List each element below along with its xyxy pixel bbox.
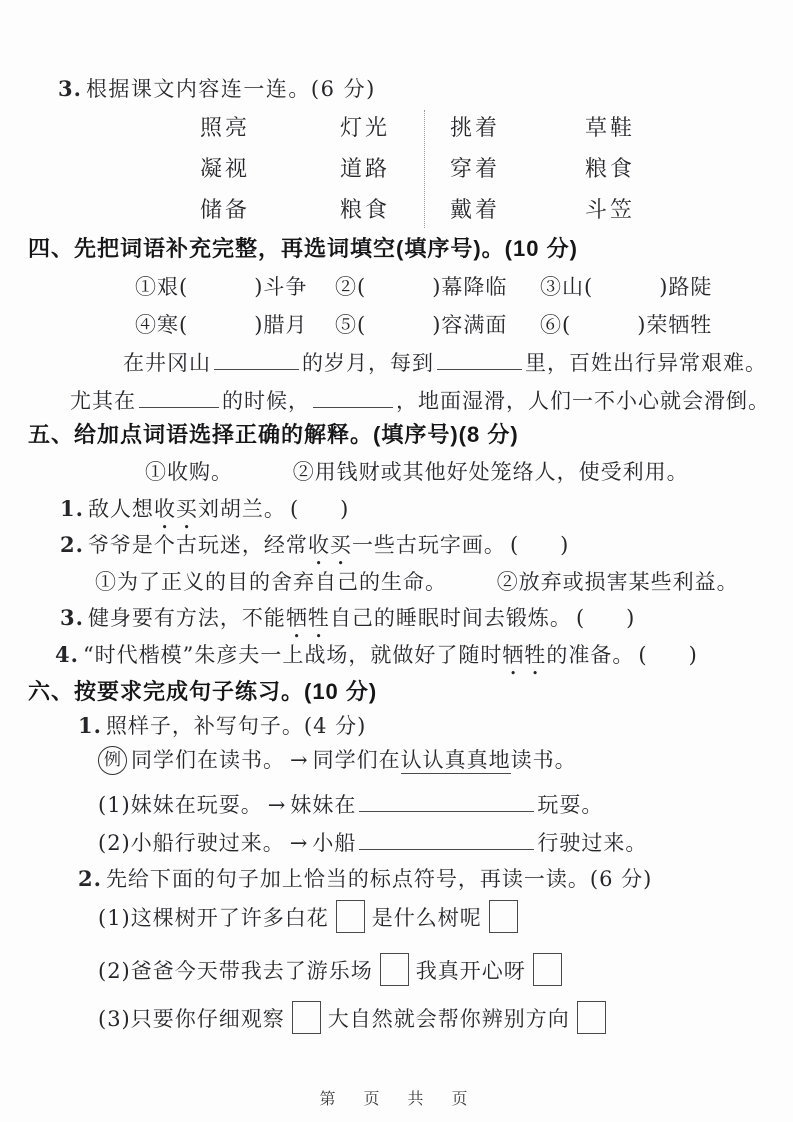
definition-option[interactable]: ①收购。 [145, 460, 233, 484]
example-badge: 例 [98, 746, 127, 775]
match-col-right-1 [450, 108, 500, 231]
word-completion-item[interactable]: ①艰( )斗争 [135, 275, 308, 299]
match-word[interactable]: 草鞋 [585, 116, 636, 141]
match-word[interactable]: 照亮 [200, 116, 251, 141]
match-word[interactable]: 挑着 [450, 116, 501, 141]
arrow-icon: → [267, 793, 286, 817]
q5-item-1 [60, 494, 348, 534]
q5-item-4 [55, 640, 697, 680]
dotted-word: 收买 [307, 533, 352, 557]
match-col-left-2 [340, 108, 390, 231]
dotted-word: 牺牲 [285, 606, 330, 630]
definition-option[interactable]: ②放弃或损害某些利益。 [496, 570, 739, 594]
item-number: 3. [60, 605, 84, 630]
sentence-text: 玩耍。 [537, 793, 604, 817]
match-word[interactable]: 储备 [200, 198, 251, 223]
match-col-left-1 [200, 108, 250, 231]
item-number: 4. [55, 642, 79, 667]
q6-sub-1 [78, 711, 366, 741]
blank-line[interactable] [359, 790, 534, 812]
match-word[interactable]: 斗笠 [585, 198, 636, 223]
match-word[interactable]: 灯光 [340, 116, 391, 141]
q6-title: 六、按要求完成句子练习。(10 分) [28, 679, 378, 704]
q6-punct-sentence-3 [98, 1001, 613, 1034]
sentence-text: 同学们在 [312, 748, 401, 772]
blank-line[interactable] [437, 348, 522, 370]
sentence-text: 行驶过来。 [537, 831, 648, 855]
sentence-text: 读书。 [510, 748, 577, 772]
blank-line[interactable] [359, 828, 534, 850]
q3-title-text: 根据课文内容连一连。(6 分) [85, 77, 376, 101]
word-completion-item[interactable]: ⑤( )容满面 [335, 313, 508, 337]
matching-exercise [0, 108, 793, 238]
word-completion-item[interactable]: ③山( )路陡 [540, 275, 713, 299]
punctuation-box[interactable] [577, 1001, 606, 1034]
sentence-text: 的岁月，每到 [302, 351, 434, 375]
sentence-text: 我真开心呀 [415, 959, 526, 983]
punctuation-box[interactable] [336, 900, 365, 933]
q6-punct-sentence-1 [98, 900, 525, 933]
sentence-text: 里，百姓出行异常艰难。 [525, 351, 767, 375]
arrow-icon: → [290, 748, 308, 772]
answer-paren[interactable]: ( ) [575, 606, 635, 630]
sentence-text: 小船行驶过来。 [130, 831, 285, 855]
q5-definitions-1 [145, 457, 689, 487]
answer-paren[interactable]: ( ) [509, 533, 569, 557]
match-word[interactable]: 戴着 [450, 198, 501, 223]
item-label: (3) [98, 1007, 131, 1031]
q5-definitions-2 [95, 567, 739, 597]
blank-line[interactable] [139, 386, 219, 408]
dotted-divider [424, 110, 425, 228]
sentence-text: 爷爷是个古玩迷，经常 [87, 533, 308, 557]
q4-word-row-1 [135, 272, 785, 302]
q3-number: 3. [58, 76, 82, 101]
punctuation-box[interactable] [533, 953, 562, 986]
q4-fill-sentence-1 [123, 348, 767, 378]
page-footer: 第 页 共 页 [319, 1091, 474, 1108]
q6-punct-sentence-2 [98, 953, 569, 986]
sentence-text: 爸爸今天带我去了游乐场 [130, 959, 373, 983]
sentence-text: 尤其在 [70, 389, 136, 413]
punctuation-box[interactable] [489, 900, 518, 933]
underlined-answer: 认认真真地 [400, 748, 511, 772]
q6-sentence-1 [98, 790, 603, 820]
sentence-text: 是什么树呢 [371, 906, 482, 930]
q6-example-line [98, 745, 577, 775]
definition-option[interactable]: ①为了正义的目的舍弃自己的生命。 [95, 570, 447, 594]
sentence-text: 在井冈山 [123, 351, 211, 375]
item-label: (1) [98, 906, 131, 930]
q4-fill-sentence-2 [70, 386, 770, 416]
q4-word-row-2 [135, 310, 785, 340]
blank-line[interactable] [214, 348, 299, 370]
sentence-text: 敌人想 [87, 497, 154, 521]
sub-question-text: 先给下面的句子加上恰当的标点符号，再读一读。(6 分) [105, 867, 653, 891]
punctuation-box[interactable] [292, 1001, 321, 1034]
item-label: (1) [98, 793, 131, 817]
sentence-text: 同学们在读书。 [131, 748, 285, 772]
sentence-text: “时代楷模”朱彦夫一上战场，就做好了随时 [82, 643, 503, 667]
item-label: (2) [98, 831, 131, 855]
word-completion-item[interactable]: ②( )幕降临 [335, 275, 508, 299]
sentence-text: 妹妹在玩耍。 [130, 793, 263, 817]
q4-title: 四、先把词语补充完整，再选词填空(填序号)。(10 分) [28, 236, 578, 261]
item-label: (2) [98, 959, 131, 983]
sentence-text: 刘胡兰。 [197, 497, 286, 521]
sentence-text: 大自然就会帮你辨别方向 [327, 1007, 570, 1031]
sentence-text: 自己的睡眠时间去锻炼。 [329, 606, 572, 630]
q5-title: 五、给加点词语选择正确的解释。(填序号)(8 分) [28, 422, 519, 447]
match-word[interactable]: 穿着 [450, 157, 501, 182]
sentence-text: 小船 [312, 831, 357, 855]
sentence-text: 这棵树开了许多白花 [130, 906, 329, 930]
sentence-text: 一些古玩字画。 [351, 533, 506, 557]
definition-option[interactable]: ②用钱财或其他好处笼络人，使受利用。 [292, 460, 689, 484]
match-word[interactable]: 凝视 [200, 157, 251, 182]
match-word[interactable]: 粮食 [585, 157, 636, 182]
word-completion-item[interactable]: ④寒( )腊月 [135, 313, 308, 337]
sub-question-text: 照样子，补写句子。(4 分) [105, 714, 367, 738]
q5-item-3 [60, 603, 634, 643]
q5-item-2 [60, 530, 568, 570]
punctuation-box[interactable] [380, 953, 409, 986]
item-number: 1. [78, 713, 102, 738]
sentence-text: 妹妹在 [290, 793, 357, 817]
sentence-text: 的时候， [222, 389, 310, 413]
item-number: 1. [60, 496, 84, 521]
item-number: 2. [60, 532, 84, 557]
answer-paren[interactable]: ( ) [289, 497, 349, 521]
answer-paren[interactable]: ( ) [638, 643, 697, 667]
q6-sub-2 [78, 864, 652, 894]
match-word[interactable]: 道路 [340, 157, 391, 182]
q6-sentence-2 [98, 828, 647, 858]
word-completion-item[interactable]: ⑥( )荣牺牲 [540, 313, 713, 337]
sentence-text: ，地面湿滑，人们一不小心就会滑倒。 [396, 389, 770, 413]
blank-line[interactable] [313, 386, 393, 408]
match-col-right-2 [585, 108, 635, 231]
dotted-word: 收买 [153, 497, 198, 521]
match-word[interactable]: 粮食 [340, 198, 391, 223]
dotted-word: 牺牲 [502, 643, 547, 667]
arrow-icon: → [289, 831, 308, 855]
q3-title [58, 74, 376, 104]
sentence-text: 健身要有方法，不能 [87, 606, 286, 630]
item-number: 2. [78, 866, 102, 891]
sentence-text: 的准备。 [546, 643, 635, 667]
sentence-text: 只要你仔细观察 [130, 1007, 285, 1031]
